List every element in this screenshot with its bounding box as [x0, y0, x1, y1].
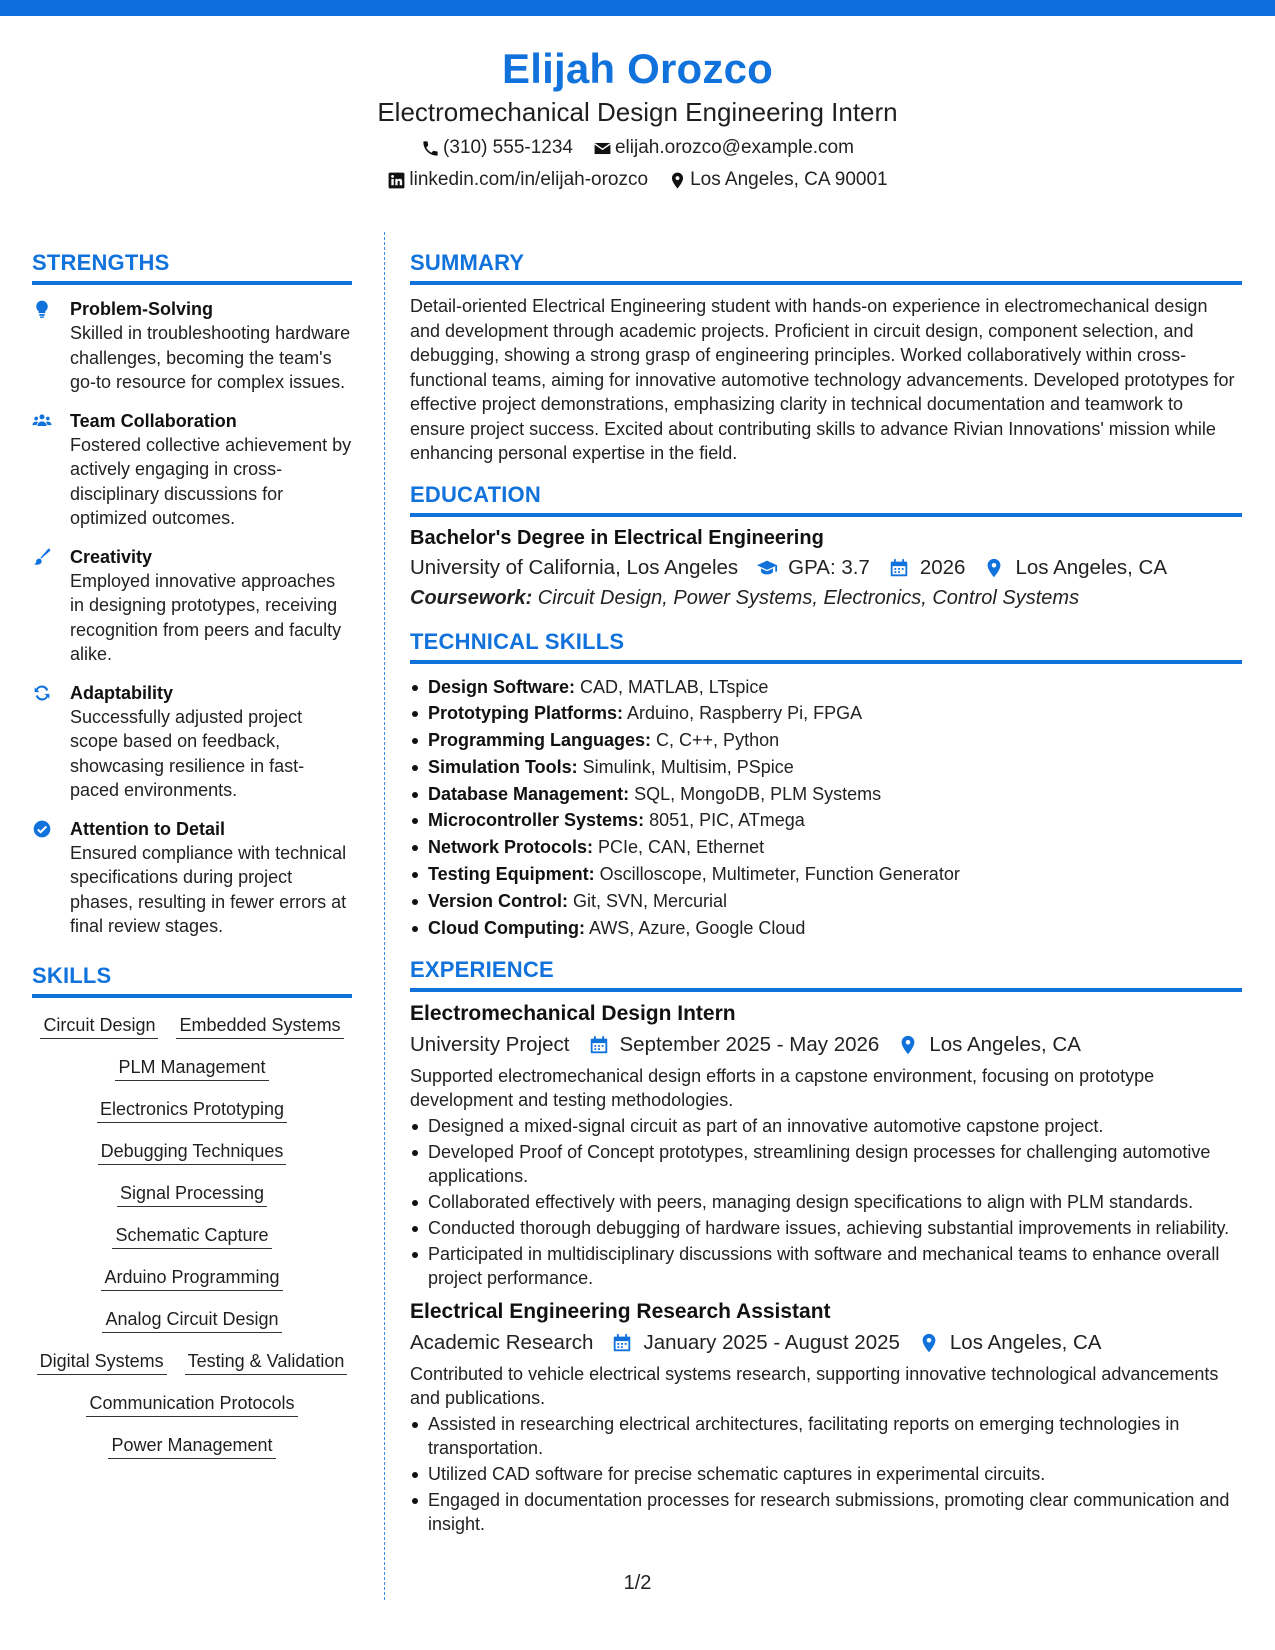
skill-tag: Signal Processing [117, 1180, 267, 1207]
linkedin-icon [387, 171, 406, 190]
strength-item [32, 817, 352, 939]
tech-skill-item: Cloud Computing: AWS, Azure, Google Cloud [410, 915, 1242, 942]
contact-row-2 [0, 168, 1275, 192]
column-divider [384, 232, 385, 1600]
job-title: Electromechanical Design Intern [410, 1002, 736, 1026]
skills-rule [32, 994, 352, 998]
skill-tag: Circuit Design [40, 1012, 158, 1039]
tech-skill-item: Programming Languages: C, C++, Python [410, 727, 1242, 754]
skill-tag: Schematic Capture [112, 1222, 271, 1249]
phone-item [421, 136, 573, 160]
map-pin-icon [983, 557, 1005, 579]
tech-skill-item: Network Protocols: PCIe, CAN, Ethernet [410, 834, 1242, 861]
strength-item [32, 681, 352, 803]
location-item [668, 168, 888, 192]
strength-title: Problem-Solving [70, 299, 214, 319]
education-heading: EDUCATION [410, 481, 541, 507]
right-column [410, 250, 1242, 1536]
job-dates: January 2025 - August 2025 [611, 1328, 899, 1358]
users-icon [32, 411, 52, 431]
job-bullet: Developed Proof of Concept prototypes, streamlining design processes for challenging automotive applications. [410, 1140, 1242, 1188]
tech-skill-item: Microcontroller Systems: 8051, PIC, ATmega [410, 807, 1242, 834]
map-pin-icon [918, 1332, 940, 1354]
job-bullet: Conducted thorough debugging of hardware issues, achieving substantial improvements in reliability. [410, 1216, 1242, 1240]
paintbrush-icon [32, 547, 52, 567]
candidate-name: Elijah Orozco [502, 45, 773, 92]
strength-title: Team Collaboration [70, 410, 237, 431]
strength-title: Adaptability [70, 682, 174, 703]
job-bullet: Designed a mixed-signal circuit as part of an innovative automotive capstone project. [410, 1114, 1242, 1138]
job-description: Contributed to vehicle electrical systems research, supporting innovative technological advancements and publications. [410, 1364, 1219, 1409]
refresh-icon [32, 683, 52, 703]
job-bullet: Collaborated effectively with peers, managing design specifications to align with PLM standards. [410, 1190, 1242, 1214]
phone-text: (310) 555-1234 [443, 137, 573, 158]
tech-skill-item: Simulation Tools: Simulink, Multisim, PSpice [410, 754, 1242, 781]
job-bullet: Assisted in researching electrical architectures, facilitating reports on emerging technologies in transportation. [410, 1412, 1242, 1460]
edu-location-item: Los Angeles, CA [983, 553, 1167, 583]
experience-rule [410, 988, 1242, 992]
strength-item [32, 545, 352, 667]
phone-icon [421, 139, 440, 158]
skill-tag: PLM Management [115, 1054, 268, 1081]
experience-section [410, 957, 1242, 1536]
linkedin-text[interactable]: linkedin.com/in/elijah-orozco [409, 169, 649, 190]
resume-header [0, 42, 1275, 192]
skills-section [32, 963, 352, 1459]
strength-title: Attention to Detail [70, 818, 225, 839]
tech-skill-item: Database Management: SQL, MongoDB, PLM Systems [410, 781, 1242, 808]
location-text: Los Angeles, CA 90001 [690, 169, 888, 190]
linkedin-item[interactable] [387, 168, 648, 192]
candidate-title: Electromechanical Design Engineering Intern [377, 97, 898, 127]
graduation-cap-icon [756, 557, 778, 579]
map-pin-icon [897, 1034, 919, 1056]
technical-skills-list [410, 674, 1242, 942]
skills-heading: SKILLS [32, 962, 112, 988]
job-org: Academic Research [410, 1331, 594, 1355]
job-dates: September 2025 - May 2026 [588, 1030, 880, 1060]
strength-desc: Ensured compliance with technical specifications during project phases, resulting in fewer errors at final review stages. [70, 842, 347, 936]
strengths-section [32, 250, 352, 939]
check-circle-icon [32, 819, 52, 839]
degree-name: Bachelor's Degree in Electrical Engineering [410, 526, 824, 549]
technical-skills-heading: TECHNICAL SKILLS [410, 628, 625, 654]
strengths-rule [32, 281, 352, 285]
email-item[interactable] [593, 136, 854, 160]
job-meta [410, 1030, 1242, 1060]
job-bullets [410, 1412, 1242, 1536]
skill-tag: Communication Protocols [86, 1390, 297, 1417]
school-name: University of California, Los Angeles [410, 555, 739, 579]
education-rule [410, 513, 1242, 517]
job-location: Los Angeles, CA [918, 1328, 1102, 1358]
map-pin-icon [668, 171, 687, 190]
skill-tag: Power Management [108, 1432, 275, 1459]
skill-tag: Arduino Programming [101, 1264, 282, 1291]
tech-skill-item: Testing Equipment: Oscilloscope, Multimeter, Function Generator [410, 861, 1242, 888]
strength-desc: Successfully adjusted project scope based on feedback, showcasing resilience in fast-paced environments. [70, 706, 305, 800]
summary-rule [410, 281, 1242, 285]
job-bullet: Participated in multidisciplinary discussions with software and mechanical teams to enhance overall project performance. [410, 1242, 1242, 1290]
calendar-icon [888, 557, 910, 579]
calendar-icon [611, 1332, 633, 1354]
skills-list [32, 1012, 352, 1459]
job-bullet: Engaged in documentation processes for research submissions, promoting clear communication and insight. [410, 1488, 1242, 1536]
strength-desc: Employed innovative approaches in designing prototypes, receiving recognition from peers and faculty alike. [70, 570, 342, 664]
skill-tag: Digital Systems [37, 1348, 167, 1375]
technical-skills-section [410, 629, 1242, 942]
page-number: 1/2 [623, 1572, 652, 1594]
education-section [410, 482, 1242, 613]
strength-item [32, 297, 352, 395]
strengths-heading: STRENGTHS [32, 250, 170, 275]
summary-text: Detail-oriented Electrical Engineering student with hands-on experience in electromechanical design and development through academic projects. Proficient in circuit design, component selection, and debugging, showing a strong grasp of engineering principles. Worked collaboratively within cross-functional teams, aiming for innovative automotive technology advancements. Developed prototypes for effective project demonstrations, emphasizing clarity in technical documentation and teamwork to ensure project success. Excited about contributing skills to advance Rivian Innovations' mission while enhancing personal expertise in the field. [410, 296, 1235, 463]
experience-heading: EXPERIENCE [410, 957, 554, 983]
summary-heading: SUMMARY [410, 250, 525, 275]
skill-tag: Testing & Validation [185, 1348, 348, 1375]
job-bullet: Utilized CAD software for precise schematic captures in experimental circuits. [410, 1462, 1242, 1486]
skill-tag: Analog Circuit Design [102, 1306, 281, 1333]
envelope-icon [593, 139, 612, 158]
job-org: University Project [410, 1033, 570, 1057]
strength-item [32, 409, 352, 531]
job-meta [410, 1328, 1242, 1358]
skill-tag: Debugging Techniques [98, 1138, 287, 1165]
tech-skill-item: Design Software: CAD, MATLAB, LTspice [410, 674, 1242, 701]
skill-tag: Electronics Prototyping [97, 1096, 287, 1123]
skill-tag: Embedded Systems [176, 1012, 343, 1039]
education-meta [410, 553, 1242, 583]
lightbulb-icon [32, 299, 52, 319]
tech-skill-item: Version Control: Git, SVN, Mercurial [410, 888, 1242, 915]
strength-desc: Skilled in troubleshooting hardware challenges, becoming the team's go-to resource for complex issues. [70, 323, 351, 392]
technical-skills-rule [410, 660, 1242, 664]
email-text[interactable]: elijah.orozco@example.com [614, 137, 854, 158]
strength-desc: Fostered collective achievement by actively engaging in cross-disciplinary discussions for optimized outcomes. [70, 434, 352, 528]
job-title: Electrical Engineering Research Assistant [410, 1300, 831, 1324]
tech-skill-item: Prototyping Platforms: Arduino, Raspberry Pi, FPGA [410, 700, 1242, 727]
contact-row-1 [0, 136, 1275, 160]
summary-section [410, 250, 1242, 466]
strengths-list [32, 297, 352, 939]
grad-year-item: 2026 [888, 553, 966, 583]
left-column [32, 250, 352, 1459]
job-entry [410, 1000, 1242, 1290]
gpa-item: GPA: 3.7 [756, 553, 870, 583]
job-bullets [410, 1114, 1242, 1290]
coursework: Coursework: Circuit Design, Power Systems, Electronics, Control Systems [410, 586, 1080, 609]
job-entry [410, 1298, 1242, 1536]
job-description: Supported electromechanical design efforts in a capstone environment, focusing on prototype development and testing methodologies. [410, 1066, 1155, 1111]
strength-title: Creativity [70, 546, 153, 567]
job-location: Los Angeles, CA [897, 1030, 1081, 1060]
calendar-icon [588, 1034, 610, 1056]
top-accent-bar [0, 0, 1275, 16]
